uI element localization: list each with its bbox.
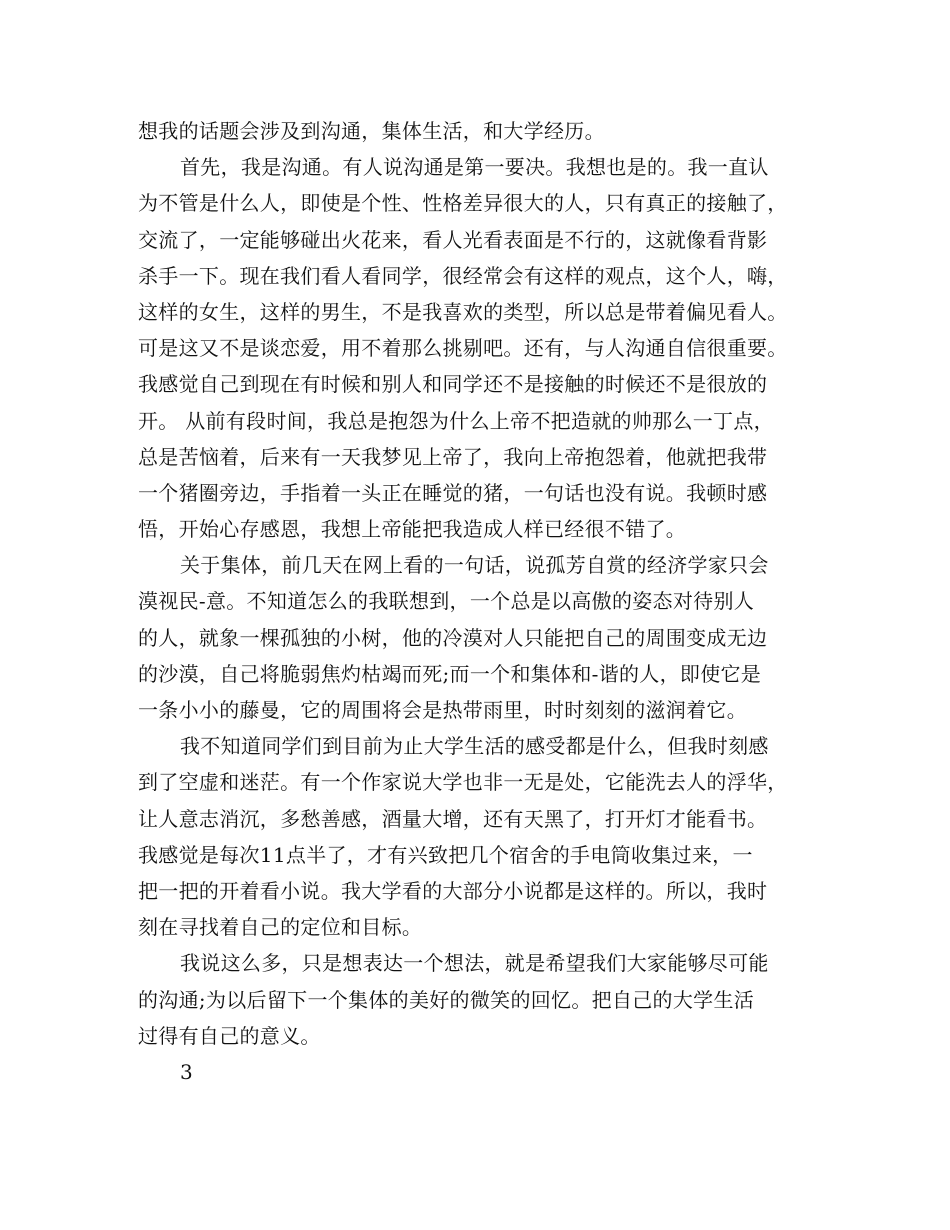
text-line: 一条小小的藤曼，它的周围将会是热带雨里，时时刻刻的滋润着它。	[138, 698, 747, 722]
text-line: 把一把的开着看小说。我大学看的大部分小说都是这样的。所以，我时	[138, 878, 768, 903]
page-number: 3	[180, 1059, 194, 1084]
text-line: 的人，就象一棵孤独的小树，他的冷漠对人只能把自己的周围变成无边	[138, 625, 768, 650]
paragraph-start-line: 首先，我是沟通。有人说沟通是第一要决。我想也是的。我一直认	[180, 155, 769, 180]
text-line: 杀手一下。现在我们看人看同学，很经常会有这样的观点，这个人，嗨，	[138, 263, 788, 288]
text-line: 总是苦恼着，后来有一天我梦见上帝了，我向上帝抱怨着，他就把我带	[138, 444, 768, 469]
text-line: 为不管是什么人，即使是个性、性格差异很大的人，只有真正的接触了，	[138, 191, 788, 216]
text-line: 开。 从前有段时间，我总是抱怨为什么上帝不把造就的帅那么一丁点，	[138, 408, 774, 433]
paragraph-start-line: 我说这么多，只是想表达一个想法，就是希望我们大家能够尽可能	[180, 951, 769, 976]
text-line: 漠视民-意。不知道怎么的我联想到，一个总是以高傲的姿态对待别人	[138, 589, 755, 614]
text-line: 的沙漠，自己将脆弱焦灼枯竭而死;而一个和集体和-谐的人，即使它是	[138, 661, 762, 686]
paragraph-start-line: 我不知道同学们到目前为止大学生活的感受都是什么，但我时刻感	[180, 734, 769, 759]
text-line: 过得有自己的意义。	[138, 1023, 321, 1048]
text-line: 我感觉是每次11点半了，才有兴致把几个宿舍的手电筒收集过来，一	[138, 842, 753, 867]
text-line: 一个猪圈旁边，手指着一头正在睡觉的猪，一句话也没有说。我顿时感	[138, 480, 768, 505]
text-line: 让人意志消沉，多愁善感，酒量大增，还有天黑了，打开灯才能看书。	[138, 806, 768, 831]
text-line: 交流了，一定能够碰出火花来，看人光看表面是不行的，这就像看背影	[138, 227, 768, 252]
text-line: 悟，开始心存感恩，我想上帝能把我造成人样已经很不错了。	[138, 517, 687, 542]
text-line: 想我的话题会涉及到沟通，集体生活，和大学经历。	[138, 119, 605, 143]
text-line: 可是这又不是谈恋爱，用不着那么挑剔吧。还有，与人沟通自信很重要。	[138, 336, 788, 361]
text-line: 我感觉自己到现在有时候和别人和同学还不是接触的时候还不是很放的	[138, 372, 768, 397]
text-line: 这样的女生，这样的男生，不是我喜欢的类型，所以总是带着偏见看人。	[138, 299, 788, 324]
document-body	[138, 113, 818, 1090]
text-line: 的沟通;为以后留下一个集体的美好的微笑的回忆。把自己的大学生活	[138, 987, 755, 1012]
text-line: 到了空虚和迷茫。有一个作家说大学也非一无是处，它能洗去人的浮华，	[138, 770, 788, 795]
text-line: 刻在寻找着自己的定位和目标。	[138, 915, 423, 940]
paragraph-start-line: 关于集体，前几天在网上看的一句话，说孤芳自赏的经济学家只会	[180, 553, 769, 578]
